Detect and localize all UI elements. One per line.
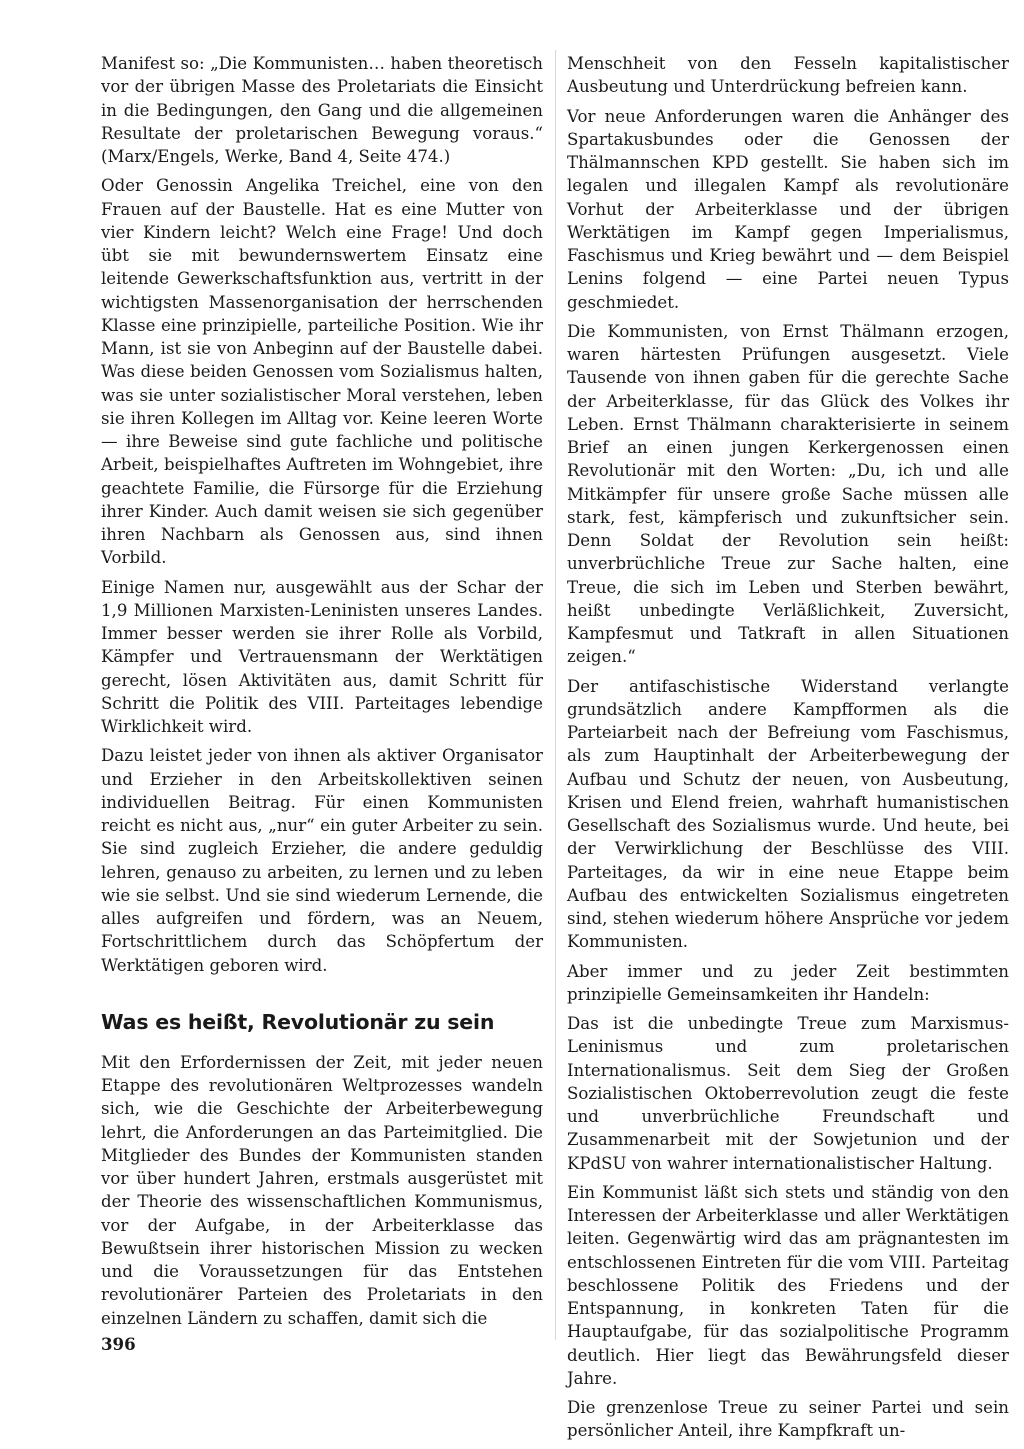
left-paragraph-3: Einige Namen nur, ausgewählt aus der Schar der 1,9 Millionen Marxisten-Leninisten unseres Landes. Immer besser werden sie ihrer Rolle als Vorbild, Kämpfer und Vertrauensmann der Werktätigen gerecht, lösen Aktivitäten aus, damit Schritt für Schritt die Politik des VIII. Parteitages lebendige Wirklichkeit wird. [101, 577, 543, 736]
right-paragraph-4: Der antifaschistische Widerstand verlangte grundsätzlich andere Kampfformen als die Parteiarbeit nach der Befreiung vom Faschismus, als zum Hauptinhalt der Arbeiterbewegung der Aufbau und Schutz der neuen, von Ausbeutung, Krisen und Elend freien, wahrhaft humanistischen Gesellschaft des Sozialismus wurde. Und heute, bei der Verwirklichung der Beschlüsse des VIII. Parteitages, da wir in eine neue Etappe beim Aufbau des entwickelten Sozialismus eingetreten sind, stehen wiederum höhere Ansprüche vor jedem Kommunisten. [567, 676, 1009, 952]
right-paragraph-3: Die Kommunisten, von Ernst Thälmann erzogen, waren härtesten Prüfungen ausgesetzt. Viele Tausende von ihnen gaben für die gerechte Sache der Arbeiterklasse, für das Glück des Volkes ihr Leben. Ernst Thälmann charakterisierte in seinem Brief an einen jungen Kerkergenossen einen Revolutionär mit den Worten: „Du, ich und alle Mitkämpfer für unsere große Sache müssen alle stark, fest, kämpferisch und zukunftsicher sein. Denn Soldat der Revolution sein heißt: unverbrüchliche Treue zur Sache halten, eine Treue, die sich im Leben und Sterben bewährt, heißt unbedingte Verläßlichkeit, Zuversicht, Kampfesmut und Tatkraft in allen Situationen zeigen.“ [567, 321, 1009, 667]
right-paragraph-2: Vor neue Anforderungen waren die Anhänger des Spartakusbundes oder die Genossen der Thälmannschen KPD gestellt. Sie haben sich im legalen und illegalen Kampf als revolutionäre Vorhut der Arbeiterklasse und der übrigen Werktätigen im Kampf gegen Imperialismus, Faschismus und Krieg bewährt und — dem Beispiel Lenins folgend — eine Partei neuen Typus geschmiedet. [567, 106, 1009, 312]
left-paragraph-5: Mit den Erfordernissen der Zeit, mit jeder neuen Etappe des revolutionären Weltprozesses wandeln sich, wie die Geschichte der Arbeiterbewegung lehrt, die Anforderungen an das Parteimitglied. Die Mitglieder des Bundes der Kommunisten standen vor über hundert Jahren, erstmals ausgerüstet mit der Theorie des wissenschaftlichen Kommunismus, vor der Aufgabe, in der Arbeiterklasse das Bewußtsein ihrer historischen Mission zu wecken und die Voraussetzungen für das Entstehen revolutionärer Parteien des Proletariats in den einzelnen Ländern zu schaffen, damit sich die [101, 1052, 543, 1328]
left-paragraph-4: Dazu leistet jeder von ihnen als aktiver Organisator und Erzieher in den Arbeitskollektiven seinen individuellen Beitrag. Für einen Kommunisten reicht es nicht aus, „nur“ ein guter Arbeiter zu sein. Sie sind zugleich Erzieher, die andere geduldig lehren, genauso zu arbeiten, zu lernen und zu leben wie sie selbst. Und sie sind wiederum Lernende, die alles aufgreifen und fördern, was an Neuem, Fortschrittlichem durch das Schöpfertum der Werktätigen geboren wird. [101, 746, 543, 975]
left-paragraph-1: Manifest so: „Die Kommunisten… haben theoretisch vor der übrigen Masse des Proletariats die Einsicht in die Bedingungen, den Gang und die allgemeinen Resultate der proletarischen Bewegung voraus.“ (Marx/Engels, Werke, Band 4, Seite 474.) [101, 54, 543, 166]
section-heading: Was es heißt, Revolutionär zu sein [101, 1009, 495, 1034]
right-paragraph-1: Menschheit von den Fesseln kapitalistischer Ausbeutung und Unterdrückung befreien kann. [567, 54, 1009, 97]
page-number: 396 [101, 1334, 136, 1354]
right-paragraph-6: Das ist die unbedingte Treue zum Marxismus-Leninismus und zum proletarischen Internationalismus. Seit dem Sieg der Großen Sozialistischen Oktoberrevolution zeugt die feste und unverbrüchliche Freundschaft und Zusammenarbeit mit der Sowjetunion und der KPdSU von wahrer internationalistischer Haltung. [567, 1014, 1009, 1173]
left-column [101, 52, 543, 1336]
right-paragraph-8: Die grenzenlose Treue zu seiner Partei und sein persönlicher Anteil, ihre Kampfkraft un- [567, 1398, 1009, 1441]
left-paragraph-2: Oder Genossin Angelika Treichel, eine von den Frauen auf der Baustelle. Hat es eine Mutter von vier Kindern leicht? Welch eine Frage! Und doch übt sie mit bewundernswertem Einsatz eine leitende Gewerkschaftsfunktion aus, vertritt in der wichtigsten Massenorganisation der herrschenden Klasse eine prinzipielle, parteiliche Position. Wie ihr Mann, ist sie von Anbeginn auf der Baustelle dabei. Was diese beiden Genossen vom Sozialismus halten, was sie unter sozialistischer Moral verstehen, leben sie ihren Kollegen im Alltag vor. Keine leeren Worte — ihre Beweise sind gute fachliche und politische Arbeit, beispielhaftes Auftreten im Wohngebiet, ihre geachtete Familie, die Fürsorge für die Erziehung ihrer Kinder. Auch damit weisen sie sich gegenüber ihren Nachbarn als Genossen aus, sind ihnen Vorbild. [101, 176, 543, 568]
right-paragraph-5: Aber immer und zu jeder Zeit bestimmten prinzipielle Gemeinsamkeiten ihr Handeln: [567, 961, 1009, 1004]
column-divider [555, 50, 556, 1340]
right-column [567, 52, 1009, 1449]
right-paragraph-7: Ein Kommunist läßt sich stets und ständig von den Interessen der Arbeiterklasse und aller Werktätigen leiten. Gegenwärtig wird das am prägnantesten im entschlossenen Eintreten für die vom VIII. Parteitag beschlossene Politik des Friedens und der Entspannung, in konkreten Taten für die Hauptaufgabe, für das sozialpolitische Programm deutlich. Hier liegt das Bewährungsfeld dieser Jahre. [567, 1182, 1009, 1388]
